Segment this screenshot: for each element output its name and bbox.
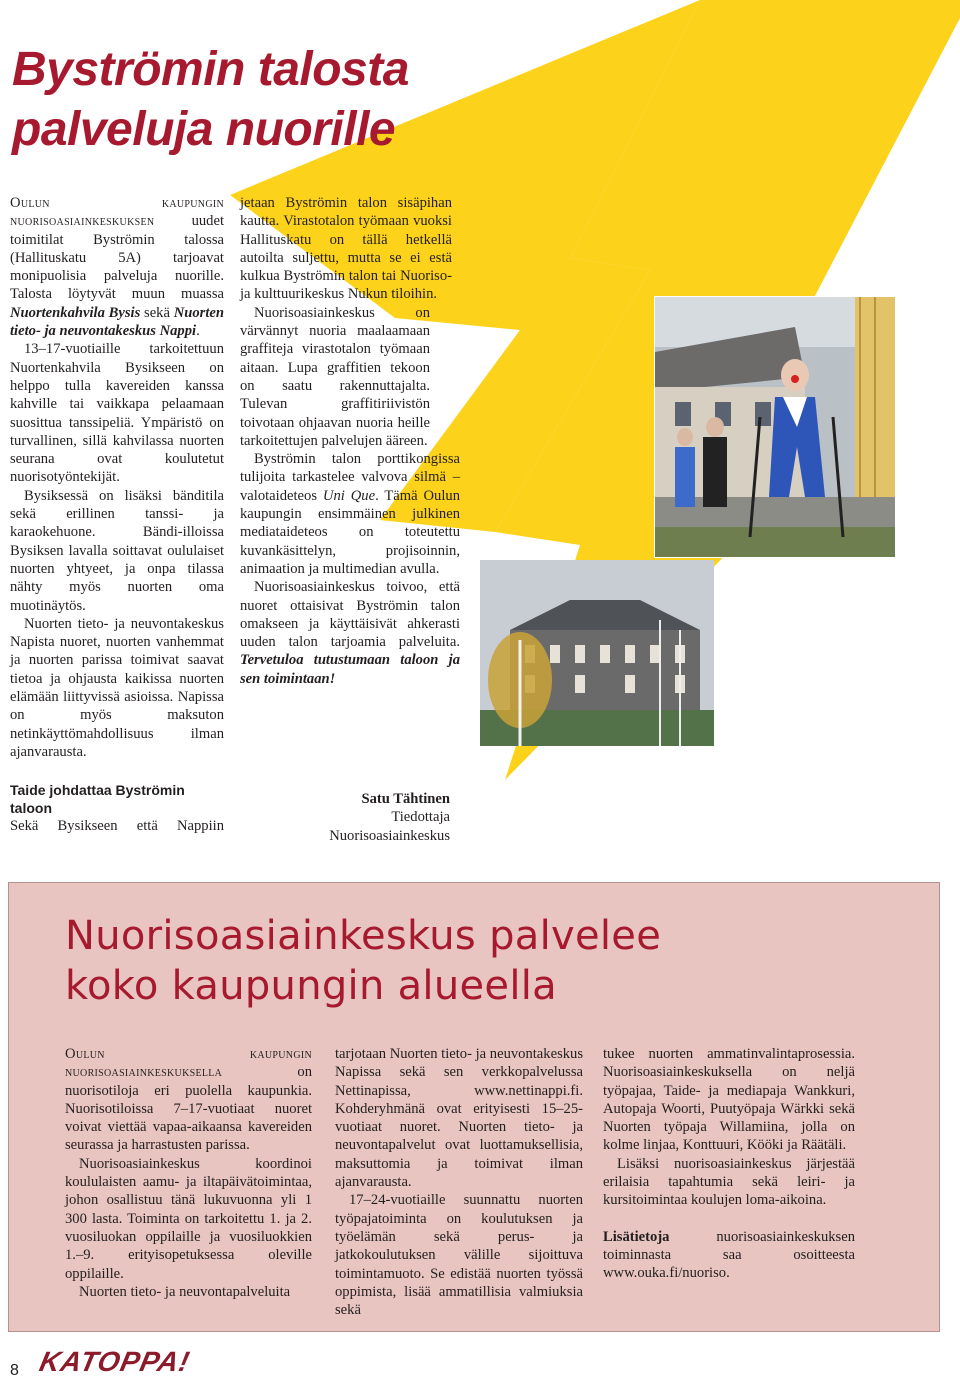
building-illustration (480, 560, 714, 746)
lead-text: uudet toimitilat Byströmin talossa (Hallituskatu 5A) tarjoavat monipuolisia palveluja nuorille. Talosta löytyvät muun muassa (10, 213, 224, 303)
author-signature (300, 790, 450, 845)
article-subheading: Taide johdattaa Byströmin taloon (10, 782, 185, 817)
page-number: 8 (10, 1362, 19, 1379)
lead-text: . (196, 323, 200, 340)
info-more-label: Lisätietoja (603, 1228, 670, 1245)
title-line-1: Byströmin talosta (12, 43, 409, 96)
skiers-illustration (655, 297, 895, 557)
lead-smallcaps: Oulun kaupungin nuorisoasiainkeskuksen (10, 195, 224, 230)
info-box-title-line-1: Nuorisoasiainkeskus palvelee (65, 913, 662, 959)
info-box-title-line-2: koko kaupungin alueella (65, 963, 557, 1009)
info-paragraph: Lisäksi nuorisoasiainkeskus järjestää erilaisia tapahtumia sekä leiri- ja kursitoimintaa koulujen loma-aikoina. (603, 1155, 855, 1209)
logo-text: KATOPPA! (36, 1346, 193, 1377)
article-paragraph: 13–17-vuotiaille tarkoitettuun Nuortenkahvila Bysikseen on helppo tulla kavereiden kanssa kahville tai vaikkapa pelaamaan suosittua tanssipeliä. Ympäristö on turvallinen, sillä kahvilassa nuorten seurana ovat koulutetut nuorisotyöntekijät. (10, 341, 224, 486)
art-text: Byströmin talon porttikongissa tulijoita tarkastelee valvova silmä – valotaideteos (240, 451, 460, 504)
info-box-column-1 (65, 1045, 312, 1301)
info-paragraph: Nuorisoasiainkeskus koordinoi koululaisten aamu- ja iltapäivätoimintaa, johon osallistuu tänä lukuvuonna yli 1 300 lasta. Toiminta on tarkoitettu 1. ja 2. vuosiluokan oppilaille ja vuosiluokkien 1.–9. erityisopetuksessa oleville oppilaille. (65, 1155, 312, 1282)
author-name: Satu Tähtinen (361, 791, 450, 807)
page-title (12, 40, 572, 160)
info-more-text: nuorisoasiainkeskuksen toiminnasta saa osoitteesta www.ouka.fi/nuoriso. (603, 1228, 855, 1282)
article-paragraph: Bysiksessä on lisäksi bänditila sekä erillinen tanssi- ja karaokehuone. Bändi-illoissa Bysiksen lavalla soittavat oululaiset nuorten yhtyeet, ja onpa tilassa nähty myös nuorten oma muotinäytös. (10, 487, 224, 614)
info-text: on nuorisotiloja eri puolella kaupunkia. Nuorisotiloissa 7–17-vuotiaat nuoret voivat viettää vapaa-aikaansa kavereiden seurassa ja harrastusten parissa. (65, 1064, 312, 1154)
article-paragraph: Nuorisoasiainkeskus on värvännyt nuoria maalaamaan graffiteja virastotalon työmaan aitaan. Lupa graffitien tekoon on saatu rakennuttajalta. Tulevan graffitiriivistön toivotaan ohjaavan nuoria heille tarkoitettujen palvelujen ääreen. (240, 304, 430, 449)
article-lead-paragraph (10, 194, 224, 340)
article-paragraph: Sekä Bysikseen että Nappiin (10, 818, 224, 835)
author-organization: Nuorisoasiainkeskus (329, 827, 450, 844)
info-paragraph: Nuorten tieto- ja neuvontapalveluita (79, 1283, 291, 1300)
info-paragraph: 17–24-vuotiaille suunnattu nuorten työpajatoiminta on koulutuksen ja työelämän sekä perus- ja jatkokoulutuksen välille sijoittuva toimintamuoto. Se edistää nuorten työssä oppimista, lisää ammatillisia valmiuksia sekä (335, 1192, 583, 1319)
info-more-paragraph (603, 1228, 855, 1283)
info-paragraph (65, 1045, 312, 1155)
photo-skiers (654, 296, 896, 558)
info-box (8, 882, 940, 1332)
article-paragraph: Nuorten tieto- ja neuvontakeskus Napista nuoret, nuorten vanhemmat ja nuorten parissa toimivat saavat tietoa ja ohjausta kaikissa nuorten elämään liittyvissä asioissa. Napissa on myös maksuton netinkäyttömahdollisuus ilman ajanvarausta. (10, 615, 224, 760)
article-paragraph-continued: jetaan Byströmin talon sisäpihan kautta. Virastotalon työmaan vuoksi Hallituskatu on tällä hetkellä autoilta suljettu, mutta se ei estä kulkua Byströmin talon tai Nuoriso- ja kulttuurikeskus Nukun tiloihin. (240, 195, 452, 303)
title-line-2: palveluja nuorille (12, 103, 396, 156)
closing-text: Nuorisoasiainkeskus toivoo, että nuoret ottaisivat Byströmin talon omakseen ja käyttäisivät ahkerasti uuden talon tarjoamia palveluita. (240, 579, 460, 651)
art-text: . Tämä Oulun kaupungin ensimmäinen julkinen mediataideteos on toteutettu kuvankäsittelyn, projisoinnin, animaation ja multimedian avulla. (240, 487, 460, 577)
art-title-uni-que: Uni Que (322, 487, 376, 504)
info-box-column-3 (603, 1045, 855, 1283)
author-role: Tiedottaja (391, 809, 450, 826)
info-smallcaps: Oulun kaupungin nuorisoasiainkeskuksella (65, 1046, 312, 1081)
lead-emphasis-bysis: Nuortenkahvila Bysis (10, 304, 141, 321)
info-box-column-2 (335, 1045, 583, 1319)
lead-text: sekä (140, 304, 174, 321)
article-paragraph (240, 450, 460, 578)
article-column-2 (240, 194, 460, 688)
info-paragraph: tukee nuorten ammatinvalintaprosessia. Nuorisoasiainkeskuksella on neljä työpajaa, Taide- ja mediapaja Wankkuri, Autopaja Woorti, Puutyöpaja Wärkki sekä Nuorten työpaja Willamiina, jolla on kolme linjaa, Konttuuri, Kööki ja Räätäli. (603, 1046, 855, 1154)
article-column-1 (10, 194, 224, 837)
info-paragraph: tarjotaan Nuorten tieto- ja neuvontakeskus Napissa sekä sen verkkopalvelussa Nettinapissa, www.nettinappi.fi. Kohderyhmänä ovat erityisesti 15–25-vuotiaat nuoret. Nuorten tieto- ja neuvontapalvelut ovat luottamuksellisia, maksuttomia ja toimivat ilman ajanvarausta. (335, 1046, 584, 1191)
info-box-title (65, 911, 661, 1011)
closing-emphasis: Tervetuloa tutustumaan taloon ja sen toimintaan! (240, 652, 460, 687)
katoppa-logo (34, 1340, 193, 1396)
lead-emphasis-nappi: Nuorten tieto- ja neuvontakeskus Nappi (10, 304, 224, 340)
photo-bystrom-building (480, 560, 714, 746)
article-closing-paragraph (240, 578, 460, 688)
